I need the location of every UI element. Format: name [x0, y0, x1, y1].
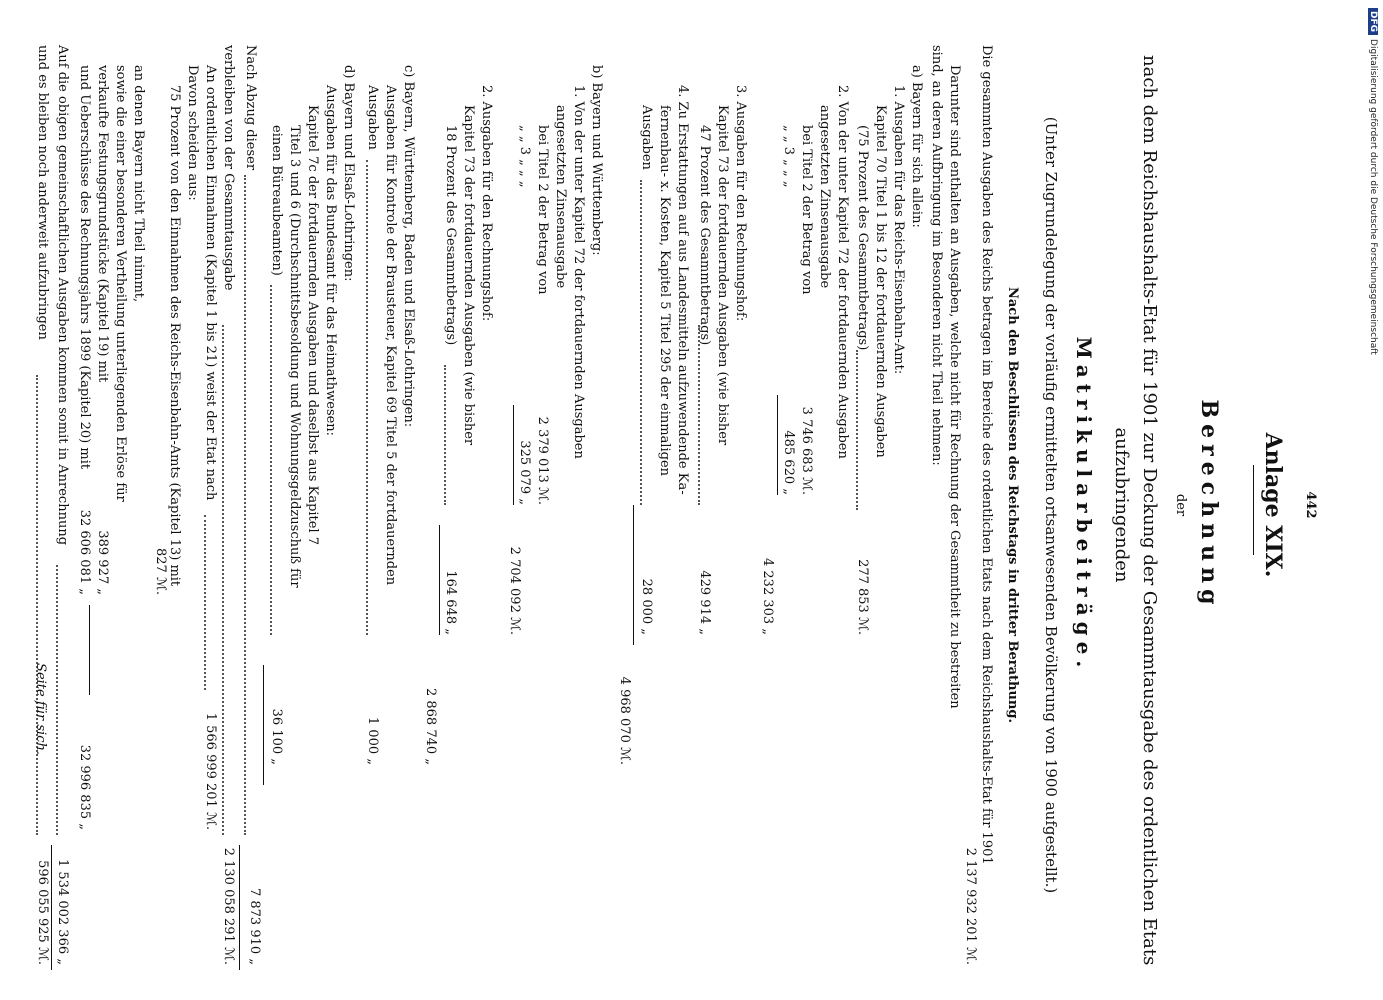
- section-heading: Nach den Beschlüssen des Reichstags in dritter Berathung.: [1005, 287, 1020, 723]
- leader-dots: [270, 285, 272, 635]
- a2-sub-amount-1: 3 746 683 ℳ.: [799, 406, 814, 495]
- leader-dots: [244, 175, 246, 835]
- title-der: der: [1173, 493, 1188, 517]
- intro-line-2: Darunter sind enthalten an Ausgaben, welche nicht für Rechnung der Gesammtheit zu bestreiten: [947, 65, 962, 709]
- bayern-line-2: sowie die einer besonderen Vertheilung unterliegenden Erlöse für: [113, 65, 128, 502]
- group-c-line-3: Ausgaben: [365, 85, 380, 150]
- group-b-heading: b) Bayern und Württemberg:: [589, 65, 604, 256]
- intro-amount: 2 137 932 201 ℳ.: [963, 847, 978, 965]
- b1-total: 2 704 092 ℳ.: [507, 546, 522, 635]
- anrechnung-amount: 1 534 002 366 „: [55, 859, 70, 965]
- subtotal-rule: [439, 525, 440, 635]
- a1-line-3: (75 Prozent des Gesammtbetrags): [855, 125, 870, 351]
- bayern-line-4: und Ueberschüsse des Rechnungsjahrs 1899 (Kapitel 20) mit: [77, 65, 92, 470]
- verbleiben-label: verbleiben von der Gesammtausgabe: [221, 45, 236, 291]
- a4-line-1: 4. Zu Erstattungen auf aus Landesmitteln aufzuwendende Ka-: [675, 85, 690, 495]
- b2-line-2: Kapitel 73 der fortdauernden Ausgaben (wie bisher: [461, 105, 476, 446]
- digitization-credit: [1368, 8, 1378, 355]
- page-number: 442: [1303, 491, 1318, 519]
- b1-line-1: 1. Von der unter Kapitel 72 der fortdauernden Ausgaben: [571, 85, 586, 459]
- group-a-heading: a) Bayern für sich allein:: [909, 65, 924, 228]
- leader-dots: [204, 515, 206, 690]
- b2-line-1: 2. Ausgaben für den Rechnungshof:: [479, 85, 494, 322]
- a1-line-1: 1. Ausgaben für das Reichs-Eisenbahn-Amt:: [891, 85, 906, 375]
- a2-line-1: 2. Von der unter Kapitel 72 der fortdauernden Ausgaben: [835, 85, 850, 459]
- group-c-line-1: c) Bayern, Württemberg, Baden und Elsaß-Lothringen:: [401, 65, 416, 428]
- a2-sub-amount-2: 485 620 „: [781, 430, 796, 495]
- group-d-line-4: Titel 3 und 6 (Durchschnittsbesoldung und Wohnungsgeldzuschuß für: [287, 125, 302, 588]
- heading-line-1: nach dem Reichshaushalts-Etat für 1901 zur Deckung der Gesammtausgabe des ordentlichen Etats: [1139, 55, 1160, 966]
- subtotal-rule: [51, 845, 52, 970]
- a3-line-3: 47 Prozent des Gesammtbetrags): [697, 125, 712, 346]
- bayern-line-1: an denen Bayern nicht Theil nimmt,: [131, 65, 146, 303]
- leader-dots: [36, 375, 38, 835]
- ausscheiden-total: 32 996 835 „: [77, 744, 92, 830]
- b2-line-3: 18 Prozent des Gesammtbetrags): [443, 125, 458, 346]
- group-c-line-2: Ausgaben für Kontrole der Brausteuer, Kapitel 69 Titel 5 der fortdauernden: [383, 85, 398, 586]
- bayern-line-3: verkaufte Festungsgrundstücke (Kapitel 19) mit: [95, 65, 110, 383]
- a3-line-1: 3. Ausgaben für den Rechnungshof:: [733, 85, 748, 322]
- einnahmen-label: An ordentlichen Einnahmen (Kapitel 1 bis 21) weist der Etat nach: [203, 65, 218, 501]
- abzug-label: Nach Abzug dieser: [243, 45, 258, 171]
- dfg-logo: DFG: [1368, 8, 1378, 35]
- davon-75-amount: 827 ℳ.: [153, 548, 168, 595]
- leader-dots: [640, 180, 642, 505]
- a4-line-3: Ausgaben: [639, 105, 654, 170]
- leader-dots: [444, 365, 446, 505]
- a2-line-4: „ „ 3 „ „ „: [781, 125, 796, 188]
- a4-amount: 28 000 „: [639, 578, 654, 635]
- b1-sub-amount-1: 2 379 013 ℳ.: [535, 416, 550, 505]
- a2-line-2: angesetzten Zinsenausgabe: [817, 105, 832, 289]
- a1-amount: 277 853 ℳ.: [855, 559, 870, 635]
- heading-note: (Unter Zugrundelegung der vorläufig ermittelten ortsanwesenden Bevölkerung von 1900 aufgestellt.): [1042, 116, 1060, 894]
- leader-dots: [856, 350, 858, 510]
- subtotal-rule: [263, 665, 264, 785]
- subtitle: Matrikularbeiträge.: [1072, 336, 1096, 674]
- a4-line-2: fernenbau- x. Kosten, Kapitel 5 Titel 295 der einmaligen: [657, 105, 672, 477]
- davon-label: Davon scheiden aus:: [185, 65, 200, 201]
- b1-line-4: „ „ 3 „ „ „: [517, 125, 532, 188]
- a1-line-2: Kapitel 70 Titel 1 bis 12 der fortdauernden Ausgaben: [873, 105, 888, 458]
- a3-amount: 429 914 „: [697, 570, 712, 635]
- leader-dots: [366, 160, 368, 635]
- einnahmen-amount: 1 566 999 201 ℳ.: [203, 712, 218, 830]
- leader-dots: [56, 565, 58, 835]
- davon-75-line: 75 Prozent von den Einnahmen des Reichs-Eisenbahn-Amts (Kapitel 13) mit: [167, 85, 182, 587]
- digitization-credit-text: Digitalisierung gefördert durch die Deutsche Forschungsgemeinschaft: [1368, 39, 1378, 355]
- bleiben-amount: 596 055 925 ℳ.: [35, 860, 50, 965]
- b2-amount: 164 648 „: [443, 570, 458, 635]
- subtotal-rule: [777, 395, 778, 495]
- a2-total: 4 232 303 „: [760, 557, 775, 635]
- page-continuation-note: Seite für sich.: [33, 663, 48, 755]
- leader-dots: [222, 325, 224, 835]
- subtotal-rule: [239, 845, 240, 970]
- subtotal-rule: [633, 505, 634, 645]
- group-a-total: 4 968 070 ℳ.: [617, 676, 632, 765]
- abzug-amount: 7 873 910 „: [247, 887, 262, 965]
- anlage-underline: [1253, 465, 1254, 555]
- bleiben-label: und es bleiben noch anderweit aufzubringen: [35, 45, 50, 340]
- anlage-label: Anlage XIX.: [1260, 432, 1286, 578]
- group-d-line-1: d) Bayern und Elsaß-Lothringen:: [341, 65, 356, 282]
- a3-line-2: Kapitel 73 der fortdauernden Ausgaben (wie bisher: [715, 105, 730, 446]
- verbleiben-amount: 2 130 058 291 ℳ.: [221, 847, 236, 965]
- a2-line-3: bei Titel 2 der Betrag von: [799, 125, 814, 295]
- b1-line-2: angesetzten Zinsenausgabe: [553, 105, 568, 289]
- b1-sub-amount-2: 325 079 „: [517, 440, 532, 505]
- group-b-total: 2 868 740 „: [423, 687, 438, 765]
- document-title: Berechnung: [1196, 399, 1222, 611]
- heading-line-2: aufzubringenden: [1111, 427, 1132, 583]
- group-d-line-2: Ausgaben für das Bundesamt für das Heimathwesen:: [323, 85, 338, 437]
- leader-dots: [698, 325, 700, 505]
- subtotal-rule: [513, 405, 514, 505]
- group-c-amount: 1 000 „: [365, 716, 380, 765]
- bayern-amount-1: 389 927 „: [95, 530, 110, 595]
- group-d-line-5: einen Büreaubeamten): [269, 125, 284, 276]
- group-d-line-3: Kapitel 7c der fortdauernden Ausgaben und daselbst aus Kapitel 7: [305, 105, 320, 546]
- b1-line-3: bei Titel 2 der Betrag von: [535, 125, 550, 295]
- group-d-amount: 36 100 „: [269, 708, 284, 765]
- document-page: [28, 35, 1318, 975]
- intro-line-3: sind, an deren Aufbringung im Besonderen nicht Theil nehmen:: [929, 45, 944, 466]
- anrechnung-label: Auf die obigen gemeinschaftlichen Ausgaben kommen somit in Anrechnung: [55, 45, 70, 546]
- bayern-amount-2: 32 606 081 „: [77, 509, 92, 595]
- subtotal-rule: [89, 605, 90, 695]
- intro-line-1: Die gesammten Ausgaben des Reichs betragen im Bereiche des ordentlichen Etats nach dem Reichshaushalts-Etat für 1901: [979, 45, 994, 865]
